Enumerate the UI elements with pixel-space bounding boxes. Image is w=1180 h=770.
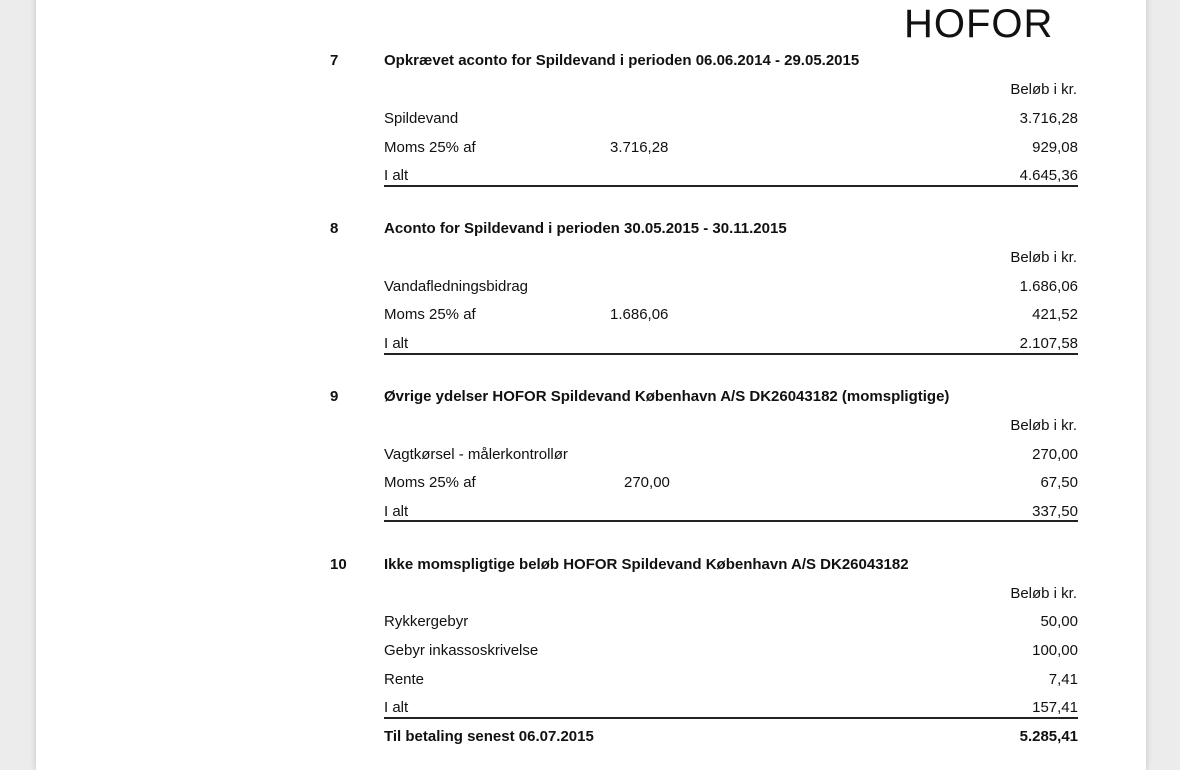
item-label: Vagtkørsel - målerkontrollør: [384, 446, 568, 463]
total-amount: 157,41: [1032, 699, 1078, 716]
vat-base: 270,00: [624, 474, 670, 491]
unit-label: Beløb i kr.: [1010, 81, 1077, 98]
total-amount: 337,50: [1032, 503, 1078, 520]
item-amount: 3.716,28: [1019, 110, 1078, 127]
section-number: 7: [330, 52, 339, 69]
section-number: 9: [330, 388, 339, 405]
line-item: [384, 671, 1078, 695]
item-label: Spildevand: [384, 110, 459, 127]
total-label: I alt: [384, 503, 409, 520]
grand-total-row: [384, 728, 1078, 752]
total-row: [384, 503, 1078, 527]
unit-label: Beløb i kr.: [1010, 417, 1077, 434]
total-row: [384, 335, 1078, 359]
vat-base: 1.686,06: [610, 306, 669, 323]
vat-base: 3.716,28: [610, 139, 669, 156]
item-label: Vandafledningsbidrag: [384, 278, 529, 295]
item-amount: 67,50: [1040, 474, 1078, 491]
total-label: I alt: [384, 335, 409, 352]
item-amount: 100,00: [1032, 642, 1078, 659]
item-amount: 929,08: [1032, 139, 1078, 156]
line-item: [384, 306, 1078, 330]
hofor-logo: HOFOR: [904, 2, 1054, 46]
total-amount: 2.107,58: [1019, 335, 1078, 352]
line-item: [384, 446, 1078, 470]
item-amount: 50,00: [1040, 613, 1078, 630]
total-row: [384, 699, 1078, 723]
line-item: [384, 110, 1078, 134]
total-divider: [384, 520, 1078, 522]
line-item: [384, 139, 1078, 163]
item-label: Rente: [384, 671, 425, 688]
total-divider: [384, 353, 1078, 355]
total-divider: [384, 185, 1078, 187]
item-amount: 7,41: [1048, 671, 1078, 688]
item-label: Moms 25% af: [384, 306, 476, 323]
grand-total-label: Til betaling senest 06.07.2015: [384, 728, 594, 745]
line-item: [384, 613, 1078, 637]
line-item: [384, 278, 1078, 302]
total-row: [384, 167, 1078, 191]
line-item: [384, 474, 1078, 498]
item-label: Moms 25% af: [384, 474, 476, 491]
section-title: Aconto for Spildevand i perioden 30.05.2015 - 30.11.2015: [384, 220, 787, 237]
item-amount: 1.686,06: [1019, 278, 1078, 295]
item-label: Rykkergebyr: [384, 613, 469, 630]
section-title: Øvrige ydelser HOFOR Spildevand København A/S DK26043182 (momspligtige): [384, 388, 950, 405]
item-amount: 270,00: [1032, 446, 1078, 463]
item-amount: 421,52: [1032, 306, 1078, 323]
unit-label: Beløb i kr.: [1010, 585, 1077, 602]
total-amount: 4.645,36: [1019, 167, 1078, 184]
total-divider: [384, 717, 1078, 719]
total-label: I alt: [384, 699, 409, 716]
section-number: 8: [330, 220, 339, 237]
item-label: Gebyr inkassoskrivelse: [384, 642, 539, 659]
line-item: [384, 642, 1078, 666]
section-title: Ikke momspligtige beløb HOFOR Spildevand København A/S DK26043182: [384, 556, 909, 573]
unit-label: Beløb i kr.: [1010, 249, 1077, 266]
total-label: I alt: [384, 167, 409, 184]
section-number: 10: [330, 556, 347, 573]
item-label: Moms 25% af: [384, 139, 476, 156]
section-title: Opkrævet aconto for Spildevand i perioden 06.06.2014 - 29.05.2015: [384, 52, 860, 69]
grand-total-amount: 5.285,41: [1019, 728, 1078, 745]
